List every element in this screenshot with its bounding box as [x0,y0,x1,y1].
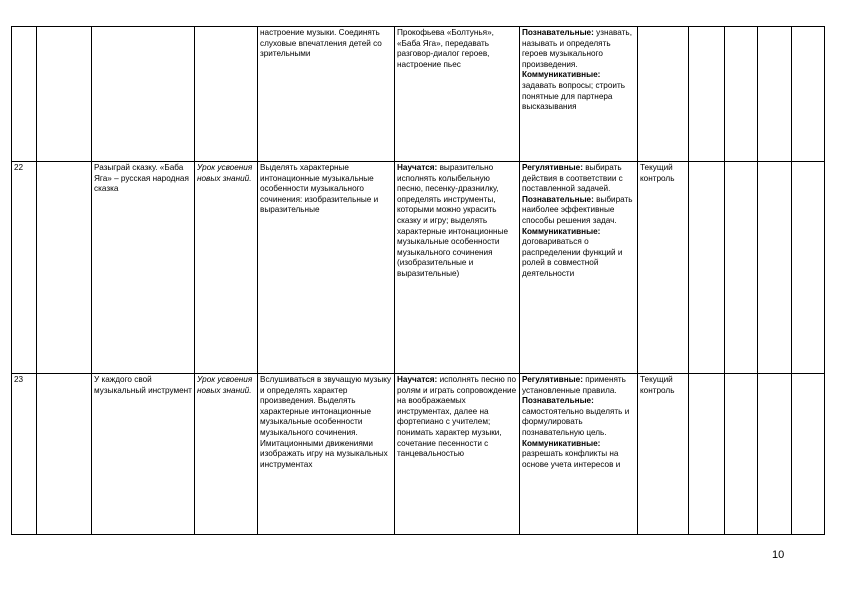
uud-text: задавать вопросы; строить понятные для партнера высказывания [522,80,625,112]
subject-text: исполнять песню по ролям и играть сопровождение на воображаемых инструментах, далее на фортепиано с учителем; понимать характер музыки, сочетание песенности с танцевальностью [397,375,517,459]
lesson-number-cell: 22 [12,162,37,374]
empty-cell [792,374,825,535]
empty-cell [37,162,92,374]
subject-results-cell: Прокофьева «Болтунья», «Баба Яга», передавать разговор-диалог героев, настроение пьес [395,27,520,162]
uud-text: разрешать конфликты на основе учета интересов и [522,449,621,469]
uud-text: выбирать наиболее эффективные способы решения задач. [522,194,633,225]
uud-cell [520,27,638,162]
uud-title: Коммуникативные: [522,438,601,448]
empty-cell [689,27,725,162]
uud-title: Регулятивные: [522,375,583,384]
table-row [12,374,825,535]
activity-cell: Вслушиваться в звучащую музыку и определять характер произведения. Выделять характерные интонационные музыкальные особенности музыкального сочинения. Имитационными движениями изображать игру на музыкальных инструментах [258,374,395,535]
empty-cell [37,27,92,162]
uud-text: самостоятельно выделять и формулировать познавательную цель. [522,406,630,437]
lesson-number-cell [12,27,37,162]
activity-cell: настроение музыки. Соединять слуховые впечатления детей со зрительными [258,27,395,162]
table-row [12,162,825,374]
table-row [12,27,825,162]
uud-title: Познавательные: [522,28,594,37]
lesson-topic-cell: Разыграй сказку. «Баба Яга» – русская народная сказка [92,162,195,374]
empty-cell [725,162,758,374]
uud-text: договариваться о распределении функций и ролей в совместной деятельности [522,237,623,278]
subject-title: Научатся: [397,375,438,384]
empty-cell [725,27,758,162]
subject-title: Научатся: [397,163,438,172]
lesson-plan-table [11,26,825,535]
uud-title: Регулятивные: [522,163,583,172]
subject-results-cell [395,162,520,374]
empty-cell [758,27,792,162]
uud-cell [520,374,638,535]
lesson-type-cell: Урок усвоения новых знаний. [195,374,258,535]
empty-cell [725,374,758,535]
empty-cell [758,162,792,374]
lesson-number-cell: 23 [12,374,37,535]
uud-text: применять установленные правила. [522,375,626,395]
uud-title: Коммуникативные: [522,70,601,80]
empty-cell [689,374,725,535]
control-cell: Текущий контроль [638,374,689,535]
uud-title: Коммуникативные: [522,226,601,236]
uud-text: выбирать действия в соответствии с поставленной задачей. [522,163,623,194]
uud-title: Познавательные: [522,396,594,406]
uud-cell [520,162,638,374]
lesson-type-cell: Урок усвоения новых знаний. [195,162,258,374]
uud-text: узнавать, называть и определять героев музыкального произведения. [522,28,632,69]
empty-cell [758,374,792,535]
empty-cell [792,162,825,374]
control-cell [638,27,689,162]
empty-cell [792,27,825,162]
subject-text: выразительно исполнять колыбельную песню, песенку-дразнилку, определять инструменты, которыми можно украсить сказку и игру; выделять характерные интонационные музыкальные особенности музыкального сочинения (изобразительные и выразительные) [397,163,509,278]
page-number: 10 [772,549,785,561]
subject-results-cell [395,374,520,535]
uud-title: Познавательные: [522,194,594,204]
control-cell: Текущий контроль [638,162,689,374]
lesson-topic-cell [92,27,195,162]
empty-cell [689,162,725,374]
empty-cell [37,374,92,535]
lesson-type-cell [195,27,258,162]
activity-cell: Выделять характерные интонационные музыкальные особенности музыкального сочинения: изобразительные и выразительные [258,162,395,374]
lesson-topic-cell: У каждого свой музыкальный инструмент [92,374,195,535]
